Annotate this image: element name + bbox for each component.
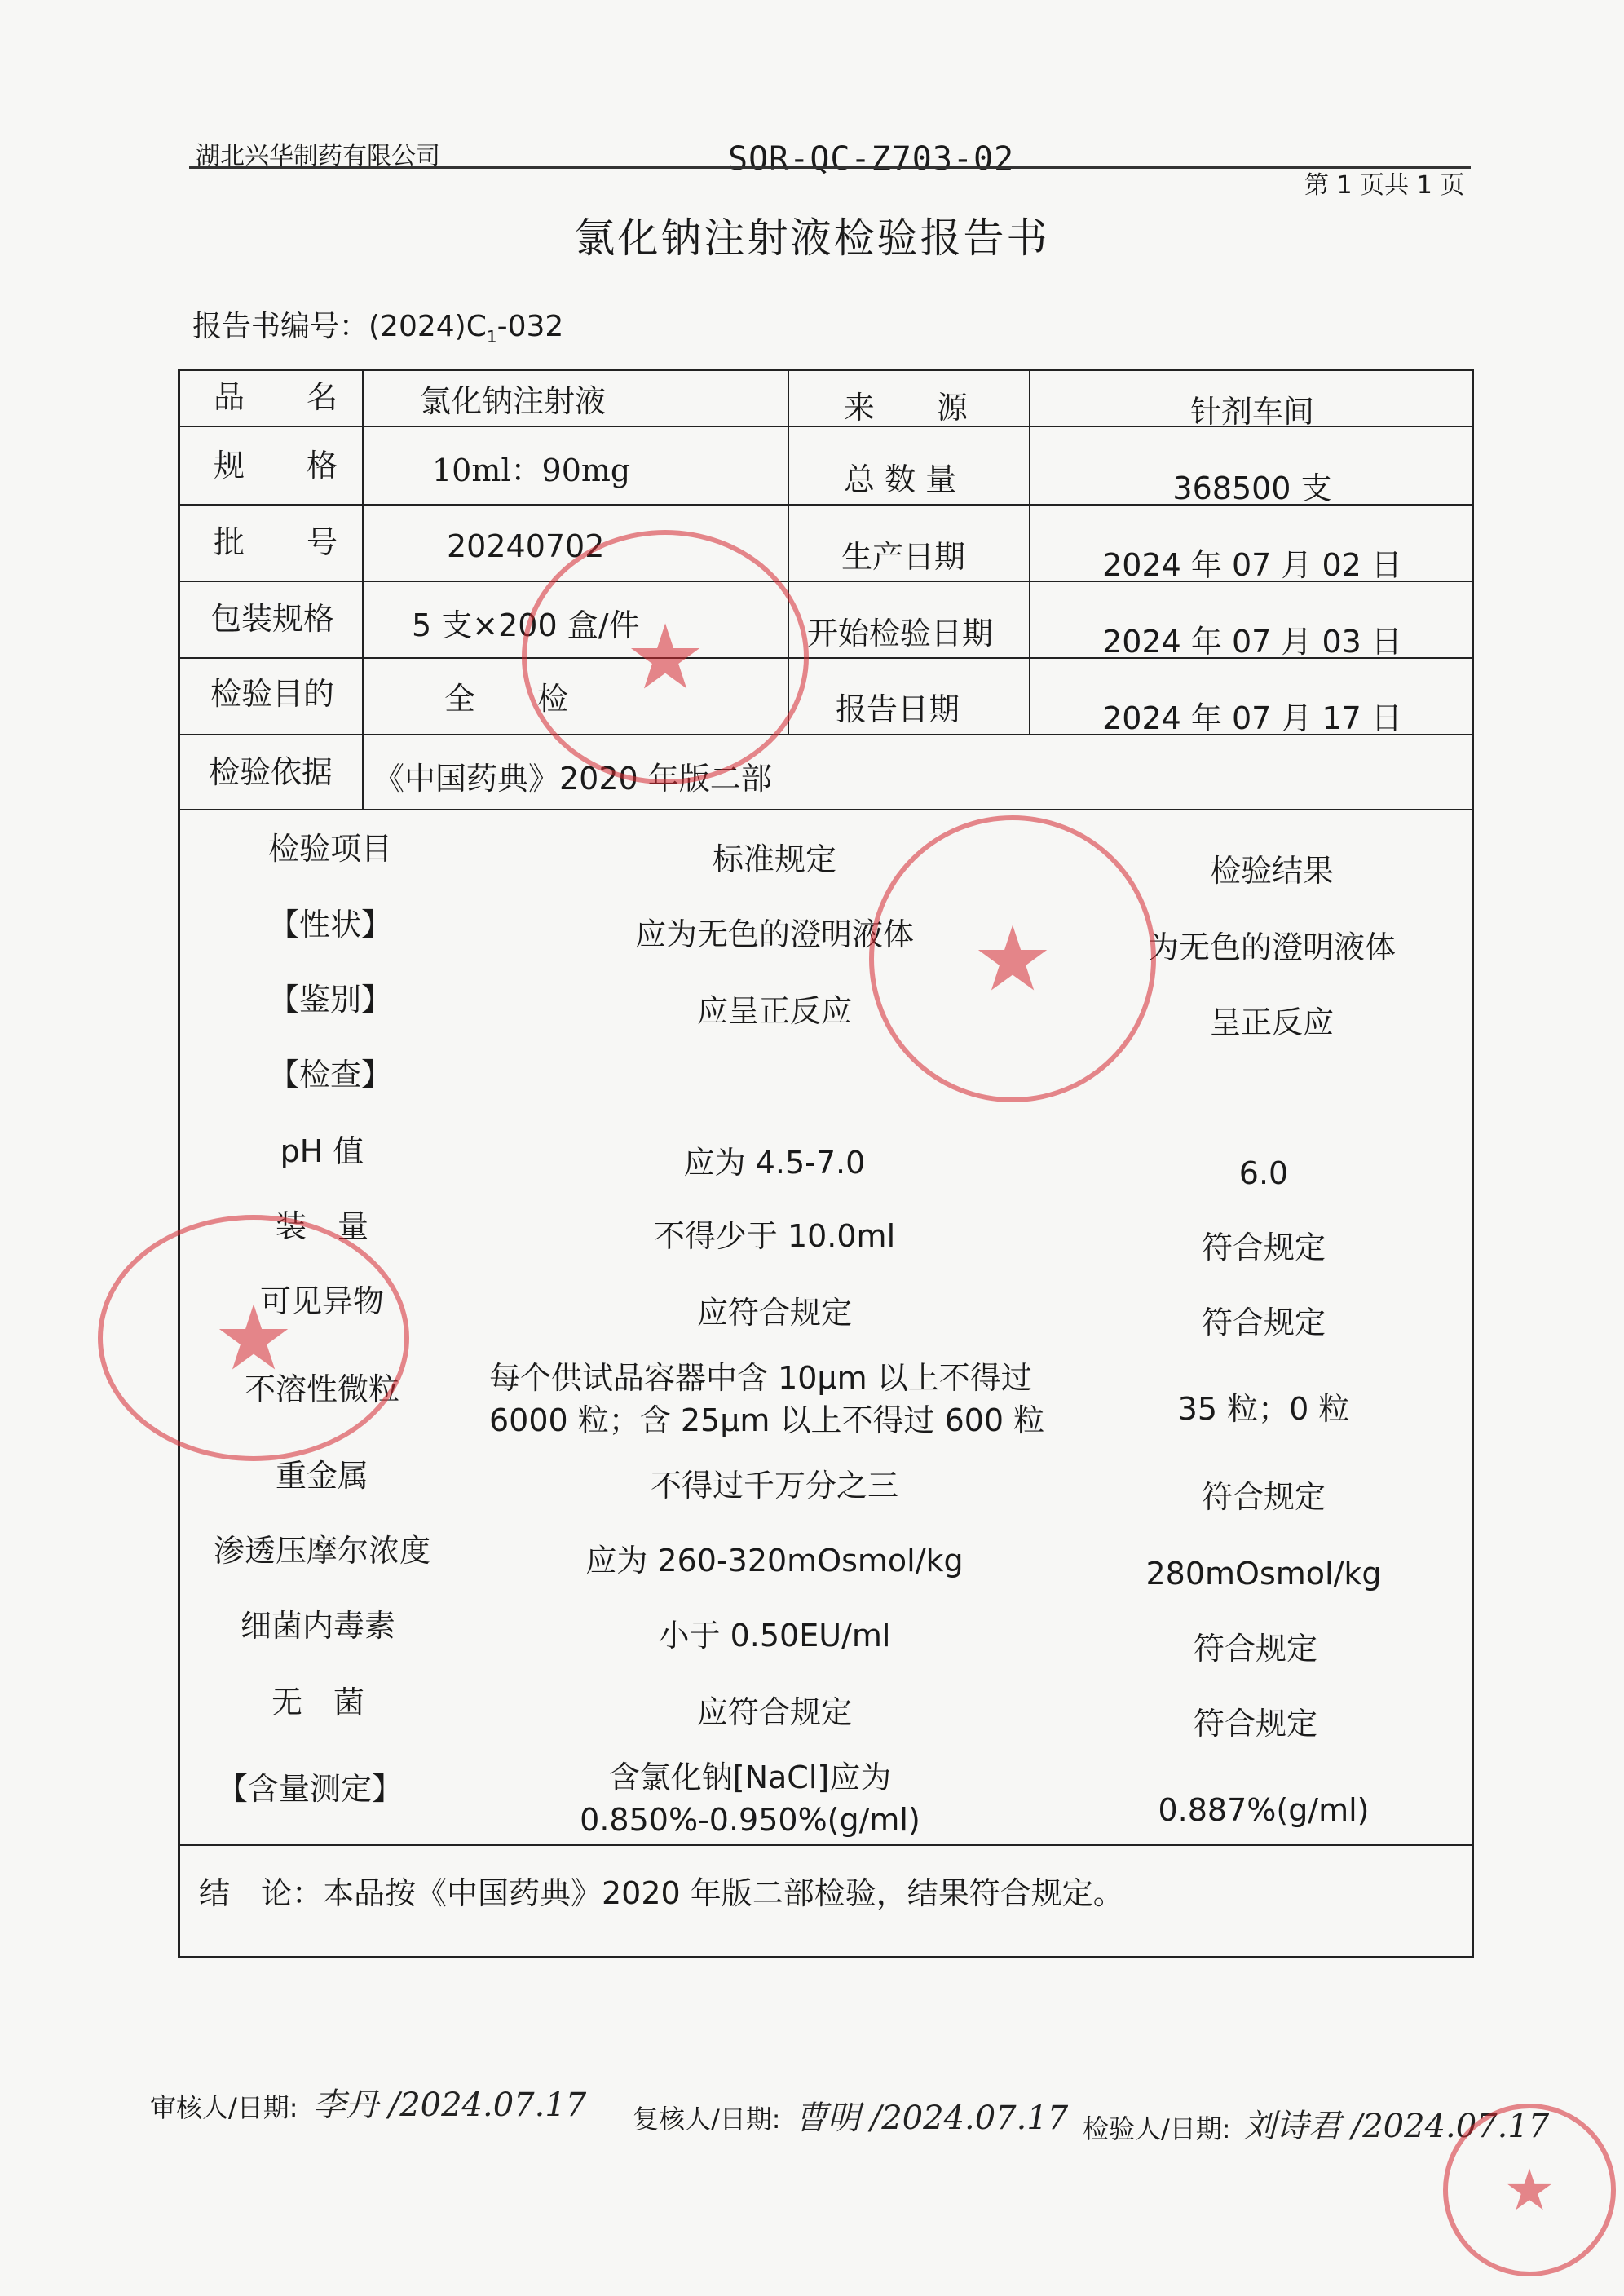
report-number bbox=[192, 303, 563, 347]
test-standard-multiline bbox=[489, 1357, 1045, 1442]
test-item: 装 量 bbox=[275, 1208, 368, 1244]
test-result: 符合规定 bbox=[1201, 1479, 1326, 1515]
reviewer-signature: 李丹 /2024.07.17 bbox=[313, 2086, 587, 2124]
test-item: 【鉴别】 bbox=[267, 982, 392, 1018]
test-result: 35 粒；0 粒 bbox=[1177, 1391, 1350, 1427]
packaging-value: 5 支×200 盒/件 bbox=[412, 607, 640, 643]
test-standard: 应呈正反应 bbox=[696, 993, 852, 1029]
packaging-label: 包装规格 bbox=[210, 601, 335, 637]
source-label: 来 源 bbox=[844, 390, 969, 426]
test-item: 重金属 bbox=[275, 1458, 368, 1494]
production-date-label: 生产日期 bbox=[841, 539, 966, 575]
test-item: 无 菌 bbox=[271, 1684, 364, 1720]
product-value: 氯化钠注射液 bbox=[420, 383, 607, 419]
inspector-signature: 刘诗君 /2024.07.17 bbox=[1243, 2108, 1550, 2145]
total-label: 总 数 量 bbox=[844, 461, 957, 497]
report-number-label: 报告书编号： bbox=[192, 310, 369, 343]
conclusion: 结 论：本品按《中国药典》2020 年版二部检验，结果符合规定。 bbox=[199, 1875, 1124, 1911]
purpose-value: 全 检 bbox=[444, 681, 569, 717]
test-result: 6.0 bbox=[1238, 1155, 1289, 1191]
start-date-value: 2024 年 07 月 03 日 bbox=[1102, 624, 1402, 660]
test-result: 280mOsmol/kg bbox=[1145, 1556, 1382, 1592]
report-number-sub: 1 bbox=[486, 327, 497, 347]
spec-label: 规 格 bbox=[214, 448, 338, 483]
total-value: 368500 支 bbox=[1172, 470, 1332, 506]
test-standard: 应为无色的澄明液体 bbox=[634, 916, 914, 952]
test-item: 【性状】 bbox=[267, 907, 392, 943]
test-standard: 不得少于 10.0ml bbox=[653, 1218, 896, 1254]
inspection-seal-stamp: ★ bbox=[1443, 2104, 1616, 2276]
quality-seal-stamp: ★ bbox=[869, 815, 1156, 1102]
purpose-label: 检验目的 bbox=[210, 676, 335, 712]
test-standard: 应为 260-320mOsmol/kg bbox=[585, 1543, 964, 1578]
test-item: pH 值 bbox=[280, 1133, 364, 1169]
document-number: SOR-QC-Z703-02 bbox=[728, 140, 1015, 178]
test-standard: 小于 0.50EU/ml bbox=[658, 1618, 891, 1654]
batch-value: 20240702 bbox=[447, 528, 605, 564]
report-title: 氯化钠注射液检验报告书 bbox=[574, 214, 1050, 262]
header-item: 检验项目 bbox=[267, 831, 392, 867]
report-date-label: 报告日期 bbox=[836, 691, 960, 727]
report-date-value: 2024 年 07 月 17 日 bbox=[1102, 700, 1402, 736]
test-standard-multiline bbox=[505, 1756, 995, 1841]
quality-seal-stamp: ★ bbox=[522, 530, 809, 784]
test-standard-line: 0.850%-0.950%(g/ml) bbox=[580, 1802, 920, 1838]
test-result: 符合规定 bbox=[1201, 1230, 1326, 1265]
report-number-prefix: (2024)C bbox=[368, 310, 487, 343]
source-value: 针剂车间 bbox=[1189, 394, 1314, 430]
reviewer-label: 审核人/日期: bbox=[150, 2092, 298, 2123]
test-standard: 不得过千万分之三 bbox=[650, 1468, 898, 1503]
row-divider bbox=[178, 809, 1474, 810]
test-result: 符合规定 bbox=[1201, 1305, 1326, 1340]
test-standard-line: 含氯化钠[NaCl]应为 bbox=[608, 1760, 892, 1795]
test-result: 符合规定 bbox=[1193, 1706, 1317, 1742]
test-result: 符合规定 bbox=[1193, 1631, 1317, 1667]
basis-value: 《中国药典》2020 年版二部 bbox=[373, 761, 772, 797]
col-divider bbox=[362, 369, 364, 809]
header-standard: 标准规定 bbox=[712, 841, 836, 877]
test-item: 细菌内毒素 bbox=[240, 1608, 395, 1644]
spec-value: 10ml：90mg bbox=[432, 453, 631, 488]
batch-label: 批 号 bbox=[214, 524, 338, 560]
test-item: 渗透压摩尔浓度 bbox=[213, 1533, 430, 1569]
checker-label: 复核人/日期: bbox=[633, 2104, 781, 2135]
test-standard-line: 6000 粒；含 25μm 以上不得过 600 粒 bbox=[489, 1402, 1045, 1438]
test-result: 为无色的澄明液体 bbox=[1147, 929, 1396, 965]
checker-signature: 曹明 /2024.07.17 bbox=[795, 2100, 1069, 2137]
company-name: 湖北兴华制药有限公司 bbox=[196, 142, 440, 170]
test-standard: 应为 4.5-7.0 bbox=[683, 1145, 866, 1181]
production-date-value: 2024 年 07 月 02 日 bbox=[1102, 547, 1402, 583]
test-standard-line: 每个供试品容器中含 10μm 以上不得过 bbox=[489, 1360, 1032, 1396]
page-info: 第 1 页共 1 页 bbox=[1304, 171, 1465, 200]
inspector-label: 检验人/日期: bbox=[1083, 2113, 1231, 2144]
test-item: 不溶性微粒 bbox=[244, 1371, 399, 1407]
test-standard: 应符合规定 bbox=[696, 1295, 852, 1331]
test-item: 可见异物 bbox=[259, 1283, 384, 1319]
report-number-suffix: -032 bbox=[496, 310, 564, 343]
company-seal-stamp: ★ bbox=[98, 1215, 409, 1461]
test-item: 【检查】 bbox=[267, 1057, 392, 1093]
conclusion-divider bbox=[178, 1844, 1474, 1846]
test-result: 呈正反应 bbox=[1209, 1004, 1334, 1040]
basis-label: 检验依据 bbox=[209, 754, 333, 790]
header-result: 检验结果 bbox=[1209, 853, 1334, 889]
product-label: 品 名 bbox=[214, 379, 338, 415]
start-date-label: 开始检验日期 bbox=[807, 616, 994, 651]
test-item: 【含量测定】 bbox=[216, 1771, 403, 1807]
test-standard: 应符合规定 bbox=[696, 1694, 852, 1730]
header-rule bbox=[189, 166, 1471, 169]
test-result: 0.887%(g/ml) bbox=[1158, 1792, 1370, 1828]
